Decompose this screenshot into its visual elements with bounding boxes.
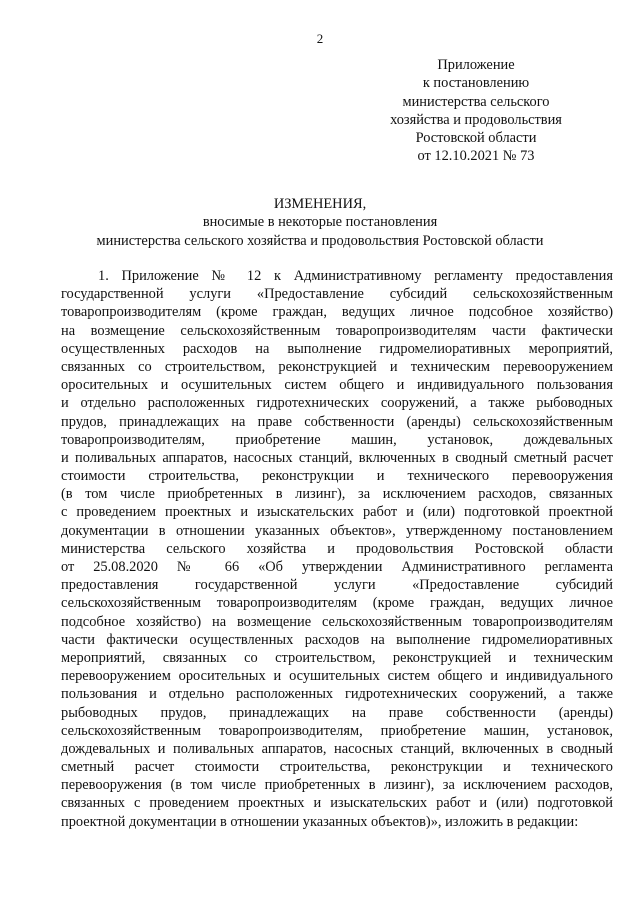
paragraph-line: сельскохозяйственным товаропроизводителям, приобретение машин, установок, (61, 722, 613, 739)
paragraph-line: и отдельно расположенных гидротехнических сооружений, а также рыбоводных (61, 395, 613, 412)
document-heading (0, 195, 640, 250)
paragraph-line: с проведением проектных и изыскательских работ и (или) подготовкой проектной (61, 504, 613, 521)
paragraph-line: части фактически осуществленных расходов на выполнение гидромелиоративных (61, 631, 613, 648)
approval-line: от 12.10.2021 № 73 (417, 148, 535, 165)
paragraph-line: стоимости строительства, реконструкции и технического перевооружения (61, 468, 613, 485)
paragraph-1 (61, 267, 613, 831)
approval-line: хозяйства и продовольствия (390, 111, 562, 128)
approval-block (368, 56, 584, 166)
approval-line: Приложение (437, 57, 515, 73)
paragraph-line: связанных со строительством, реконструкцией и техническим перевооружением (61, 358, 613, 375)
heading-subtitle-line: министерства сельского хозяйства и продовольствия Ростовской области (96, 232, 544, 249)
paragraph-line: оросительных и осушительных систем общего и индивидуального пользования (61, 377, 613, 394)
paragraph-line: сельскохозяйственным товаропроизводителям (кроме граждан, ведущих личное (61, 595, 613, 612)
paragraph-line: проектной документации в отношении указанных объектов)», изложить в редакции: (61, 813, 579, 830)
paragraph-line: пользования и отдельно расположенных гидротехнических сооружений, а также (61, 686, 613, 703)
heading-title: ИЗМЕНЕНИЯ, (273, 196, 367, 212)
paragraph-line: связанных с проведением проектных и изыскательских работ и (или) подготовкой (61, 795, 613, 812)
paragraph-line: перевооружением оросительных и осушительных систем общего и индивидуального (61, 668, 613, 685)
paragraph-line: товаропроизводителям, приобретение машин, установок, дождевальных (61, 431, 613, 448)
paragraph-line: государственной услуги «Предоставление субсидий сельскохозяйственным (61, 286, 613, 303)
paragraph-line: министерства сельского хозяйства и продовольствия Ростовской области (61, 540, 613, 557)
approval-line: министерства сельского (402, 93, 550, 110)
heading-subtitle-line: вносимые в некоторые постановления (202, 214, 438, 231)
paragraph-line: от 25.08.2020 № 66 «Об утверждении Административного регламента (61, 559, 613, 575)
paragraph-line: (в том числе приобретенных в лизинг), за исключением расходов, связанных (61, 486, 613, 503)
paragraph-line: и поливальных аппаратов, насосных станций, включенных в сводный сметный расчет (61, 449, 613, 466)
paragraph-line: дождевальных и поливальных аппаратов, насосных станций, включенных в сводный (61, 740, 613, 757)
paragraph-line: товаропроизводителям (кроме граждан, ведущих личное подсобное хозяйство) (61, 304, 613, 321)
paragraph-line: перевооружения (в том числе приобретенных в лизинг), за исключением расходов, (61, 777, 613, 794)
paragraph-line: предоставления государственной услуги «Предоставление субсидий (61, 577, 613, 594)
paragraph-line: 1. Приложение № 12 к Административному регламенту предоставления (98, 268, 613, 284)
paragraph-line: сметный расчет стоимости строительства, реконструкции и технического (61, 759, 613, 776)
page-number: 2 (316, 31, 324, 46)
approval-line: Ростовской области (415, 130, 537, 147)
paragraph-line: осуществленных расходов на выполнение гидромелиоративных мероприятий, (61, 340, 613, 357)
paragraph-line: документации в отношении указанных объектов», утвержденному постановлением (61, 522, 613, 539)
paragraph-line: подсобное хозяйство) на возмещение сельскохозяйственным товаропроизводителям (61, 613, 613, 630)
paragraph-line: прудов, принадлежащих на праве собственности (аренды) сельскохозяйственным (61, 413, 613, 430)
paragraph-line: мероприятий, связанных со строительством, реконструкцией и техническим (61, 649, 613, 666)
approval-line: к постановлению (422, 75, 530, 92)
paragraph-line: на возмещение сельскохозяйственным товаропроизводителям части фактически (61, 322, 613, 339)
paragraph-line: рыбоводных прудов, принадлежащих на праве собственности (аренды) (61, 704, 613, 721)
